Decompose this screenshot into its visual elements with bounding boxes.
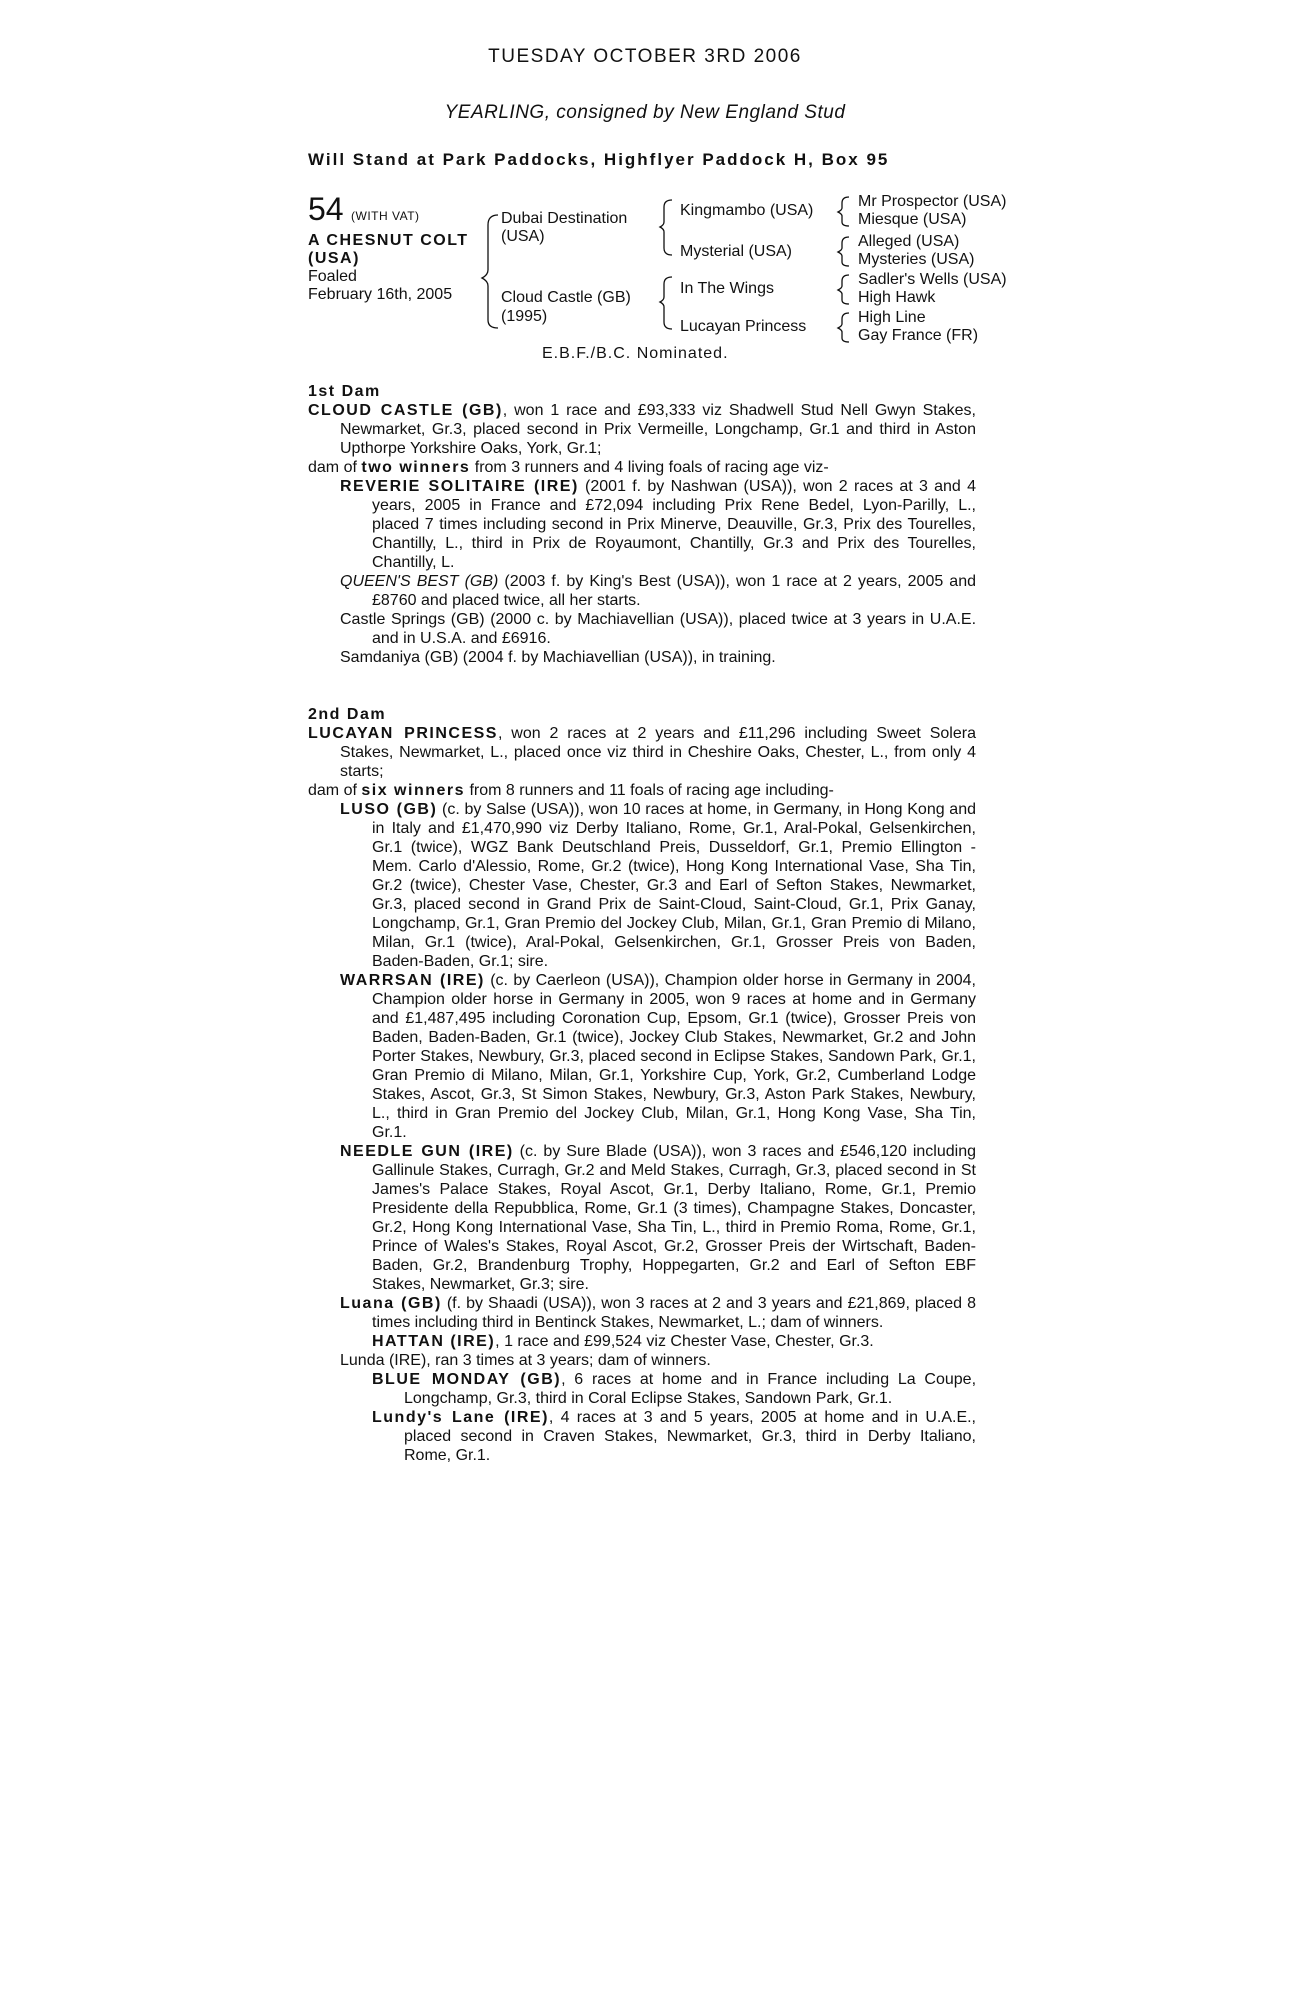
foal-entry: Castle Springs (GB) (2000 c. by Machiavellian (USA)), placed twice at 3 years in U.A.E. and in U.S.A. and £6916. xyxy=(340,611,977,647)
sire-name: Dubai Destination xyxy=(501,210,628,227)
second-dam-record xyxy=(308,724,976,781)
g3-ancestor: Mr Prospector (USA) xyxy=(858,193,1007,210)
foal-entry: QUEEN'S BEST (GB) (2003 f. by King's Best (USA)), won 1 race at 2 years, 2005 and £8760 and placed twice, all her starts. xyxy=(340,573,977,609)
first-dam-record xyxy=(308,401,976,458)
grand-foal-entry: BLUE MONDAY (GB), 6 races at home and in France including La Coupe, Longchamp, Gr.3, third in Coral Eclipse Stakes, Sandown Park, Gr.1. xyxy=(372,1371,977,1407)
second-dam-produce: dam of six winners from 8 runners and 11 foals of racing age including- xyxy=(308,782,834,799)
foaled-date: February 16th, 2005 xyxy=(308,286,453,303)
first-dam-heading: 1st Dam xyxy=(308,383,381,400)
grand-foal-entry: HATTAN (IRE), 1 race and £99,524 viz Chester Vase, Chester, Gr.3. xyxy=(372,1333,874,1350)
stand-location: Will Stand at Park Paddocks, Highflyer Paddock H, Box 95 xyxy=(308,150,890,169)
grand-foal-entry: Lundy's Lane (IRE), 4 races at 3 and 5 years, 2005 at home and in U.A.E., placed second in Craven Stakes, Newmarket, Gr.3, third in Derby Italiano, Rome, Gr.1. xyxy=(372,1409,977,1464)
family-notes xyxy=(308,382,976,1465)
horse-name-line2: (USA) xyxy=(308,250,360,267)
second-dam-text: , won 2 races at 2 years and £11,296 including Sweet Solera Stakes, Newmarket, L., placed once viz third in Cheshire Oaks, Chester, L., from only 4 starts; xyxy=(340,725,976,780)
pedigree-braces xyxy=(0,0,1290,360)
foal-entry: NEEDLE GUN (IRE) (c. by Sure Blade (USA)), won 3 races and £546,120 including Gallinule Stakes, Curragh, Gr.2 and Meld Stakes, Curragh, Gr.3, placed second in St James's Palace Stakes, Royal Ascot, Gr.1, Derby Italiano, Rome, Gr.1, Premio Presidente della Repubblica, Rome, Gr.1 (3 times), Champagne Stakes, Doncaster, Gr.2, Hong Kong International Vase, Sha Tin, L., third in Premio Roma, Rome, Gr.1, Prince of Wales's Stakes, Royal Ascot, Gr.2, Grosser Preis der Wirtschaft, Baden-Baden, Gr.2, Brandenburg Trophy, Hoppegarten, Gr.2 and Earl of Sefton EBF Stakes, Newmarket, Gr.3; sire. xyxy=(340,1143,977,1293)
consignment-line: YEARLING, consigned by New England Stud xyxy=(444,102,846,123)
second-dam-name: LUCAYAN PRINCESS xyxy=(308,725,498,742)
first-dam-name: CLOUD CASTLE (GB) xyxy=(308,402,503,419)
foal-entry: LUSO (GB) (c. by Salse (USA)), won 10 races at home, in Germany, in Hong Kong and in Italy and £1,470,990 viz Derby Italiano, Rome, Gr.1, Aral-Pokal, Gelsenkirchen, Gr.1 (twice), WGZ Bank Deutschland Preis, Dusseldorf, Gr.1, Premio Ellington - Mem. Carlo d'Alessio, Rome, Gr.2 (twice), Hong Kong International Vase, Sha Tin, Gr.2 (twice), Chester Vase, Chester, Gr.3 and Earl of Sefton Stakes, Newmarket, Gr.3, placed second in Grand Prix de Saint-Cloud, Saint-Cloud, Gr.1, Prix Ganay, Longchamp, Gr.1, Gran Premio del Jockey Club, Milan, Gr.1, Gran Premio di Milano, Milan, Gr.1 (twice), Aral-Pokal, Gelsenkirchen, Gr.1, Grosser Preis von Baden, Baden-Baden, Gr.1; sire. xyxy=(340,801,977,970)
first-dam-text: , won 1 race and £93,333 viz Shadwell Stud Nell Gwyn Stakes, Newmarket, Gr.3, placed second in Prix Vermeille, Longchamp, Gr.1 and third in Aston Upthorpe Yorkshire Oaks, York, Gr.1; xyxy=(340,402,976,457)
g3-ancestor: Sadler's Wells (USA) xyxy=(858,271,1007,288)
foaled-label: Foaled xyxy=(308,268,357,285)
foal-entry: REVERIE SOLITAIRE (IRE) (2001 f. by Nashwan (USA)), won 2 races at 3 and 4 years, 2005 in France and £72,094 including Prix Rene Bedel, Lyon-Parilly, L., placed 7 times including second in Prix Minerve, Deauville, Gr.3, Prix des Tourelles, Chantilly, L., third in Prix de Royaumont, Chantilly, Gr.3 and Prix des Tourelles, Chantilly, L. xyxy=(340,478,976,571)
g3-ancestor: Mysteries (USA) xyxy=(858,251,975,268)
dam-name: Cloud Castle (GB) xyxy=(501,289,631,306)
lot-number: 54 xyxy=(308,191,344,227)
dam-dam: Lucayan Princess xyxy=(680,318,807,335)
sale-date: TUESDAY OCTOBER 3RD 2006 xyxy=(488,46,802,67)
sire-origin: (USA) xyxy=(501,228,545,245)
foal-entry: WARRSAN (IRE) (c. by Caerleon (USA)), Champion older horse in Germany in 2004, Champion older horse in Germany in 2005, won 9 races at home and in Germany and £1,487,495 including Coronation Cup, Epsom, Gr.1 (twice), Grosser Preis von Baden, Baden-Baden, Gr.1 (twice), Jockey Club Stakes, Newmarket, Gr.2 and John Porter Stakes, Newbury, Gr.3, placed second in Eclipse Stakes, Sandown Park, Gr.1, Gran Premio di Milano, Milan, Gr.1, Yorkshire Cup, York, Gr.2, Cumberland Lodge Stakes, Ascot, Gr.3, St Simon Stakes, Newbury, Gr.3, Aston Park Stakes, Newbury, L., third in Gran Premio del Jockey Club, Milan, Gr.1, Hong Kong Vase, Sha Tin, Gr.1. xyxy=(340,972,977,1141)
g3-ancestor: High Hawk xyxy=(858,289,936,306)
sire-dam: Mysterial (USA) xyxy=(680,243,793,260)
g3-ancestor: Alleged (USA) xyxy=(858,233,960,250)
g3-ancestor: High Line xyxy=(858,309,926,326)
g3-ancestor: Miesque (USA) xyxy=(858,211,967,228)
foal-entry: Lunda (IRE), ran 3 times at 3 years; dam of winners. xyxy=(340,1352,711,1369)
vat-note: (WITH VAT) xyxy=(351,209,420,223)
dam-sire: In The Wings xyxy=(680,280,774,297)
second-dam-heading: 2nd Dam xyxy=(308,706,387,723)
g3-ancestor: Gay France (FR) xyxy=(858,327,979,344)
nomination-note: E.B.F./B.C. Nominated. xyxy=(542,345,729,362)
foal-entry: Samdaniya (GB) (2004 f. by Machiavellian (USA)), in training. xyxy=(340,649,776,666)
dam-year: (1995) xyxy=(501,308,548,325)
sire-sire: Kingmambo (USA) xyxy=(680,202,814,219)
horse-name-line1: A CHESNUT COLT xyxy=(308,232,469,249)
foal-entry: Luana (GB) (f. by Shaadi (USA)), won 3 races at 2 and 3 years and £21,869, placed 8 times including third in Bentinck Stakes, Newmarket, L.; dam of winners. xyxy=(340,1295,977,1331)
first-dam-produce: dam of two winners from 3 runners and 4 living foals of racing age viz- xyxy=(308,459,829,476)
